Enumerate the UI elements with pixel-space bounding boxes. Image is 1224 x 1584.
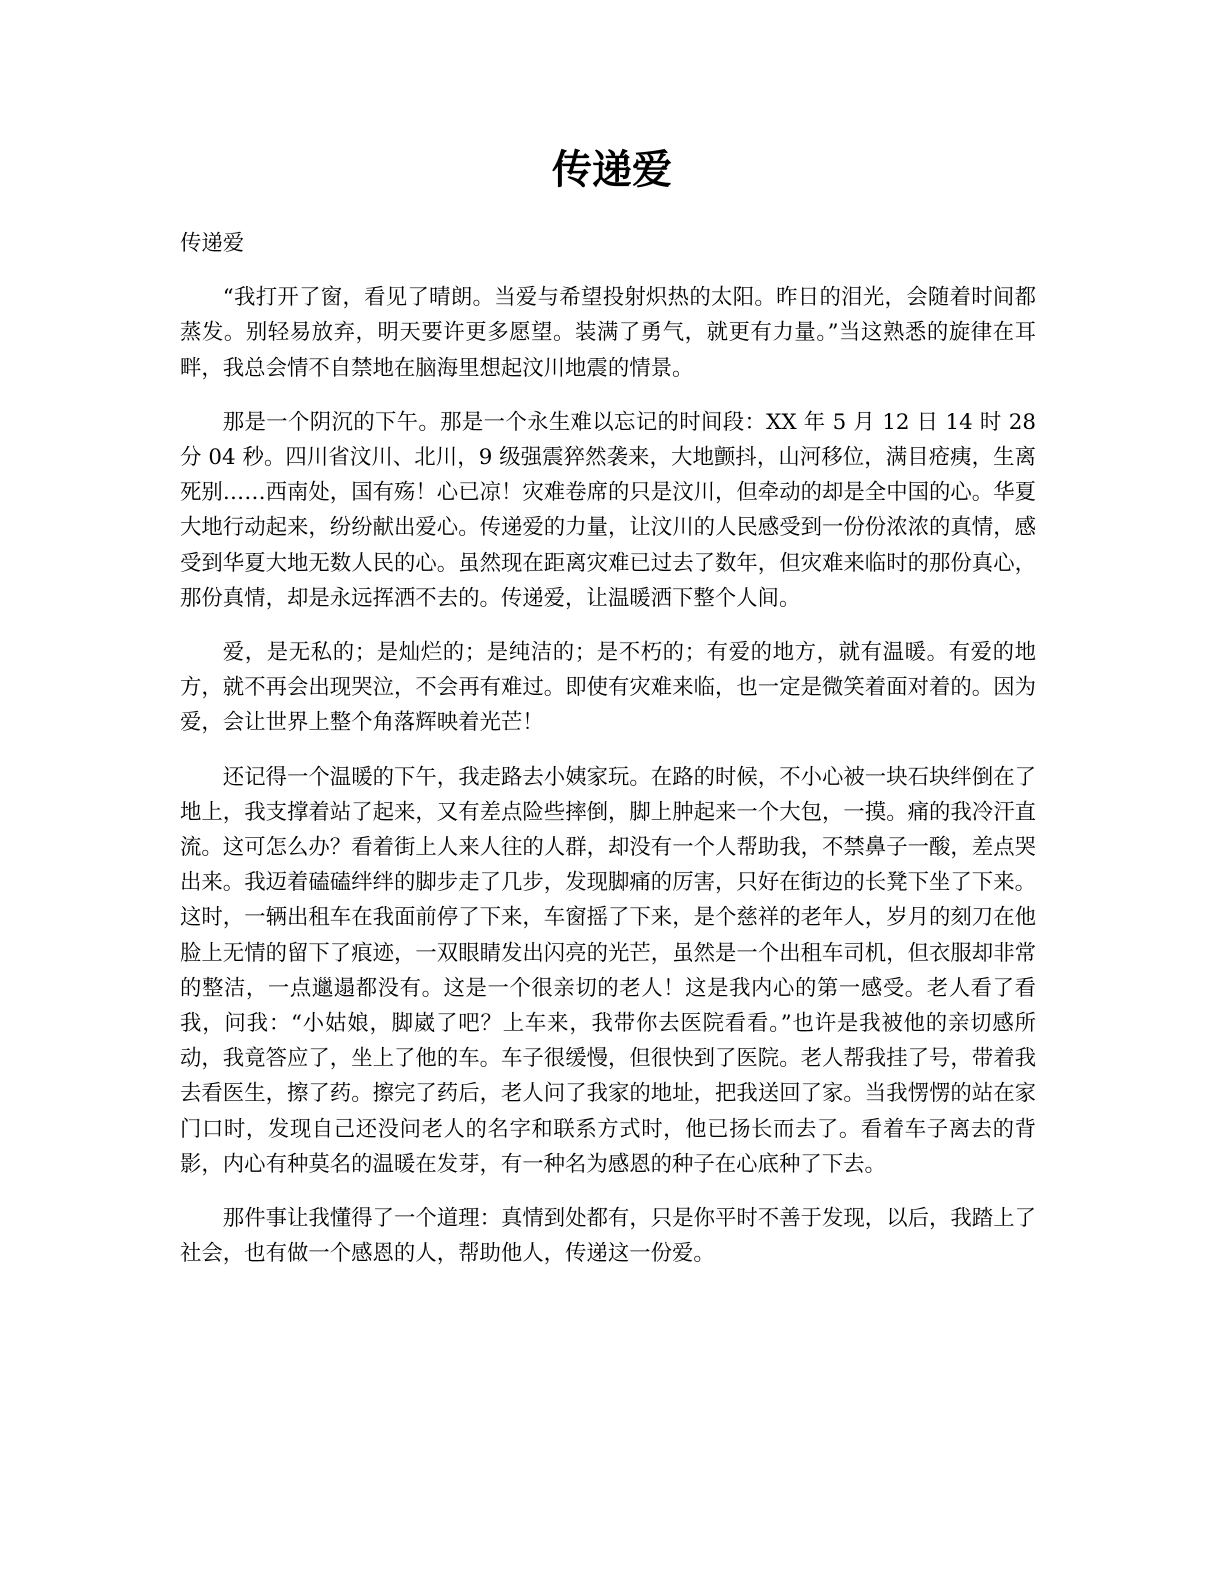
document-body bbox=[180, 226, 1036, 1290]
paragraph-3: 爱，是无私的；是灿烂的；是纯洁的；是不朽的；有爱的地方，就有温暖。有爱的地方，就不再会出现哭泣，不会再有难过。即使有灾难来临，也一定是微笑着面对着的。因为爱，会让世界上整个角落辉映着光芒！ bbox=[180, 640, 1036, 736]
paragraph-5: 那件事让我懂得了一个道理：真情到处都有，只是你平时不善于发现，以后，我踏上了社会，也有做一个感恩的人，帮助他人，传递这一份爱。 bbox=[180, 1206, 1036, 1267]
paragraph-4: 还记得一个温暖的下午，我走路去小姨家玩。在路的时候，不小心被一块石块绊倒在了地上，我支撑着站了起来，又有差点险些摔倒，脚上肿起来一个大包，一摸。痛的我冷汗直流。这可怎么办？看着街上人来人往的人群，却没有一个人帮助我，不禁鼻子一酸，差点哭出来。我迈着磕磕绊绊的脚步走了几步，发现脚痛的厉害，只好在街边的长凳下坐了下来。这时，一辆出租车在我面前停了下来，车窗摇了下来，是个慈祥的老年人，岁月的刻刀在他脸上无情的留下了痕迹，一双眼睛发出闪亮的光芒，虽然是一个出租车司机，但衣服却非常的整洁，一点邋遢都没有。这是一个很亲切的老人！这是我内心的第一感受。老人看了看我，问我：“小姑娘，脚崴了吧？上车来，我带你去医院看看。”也许是我被他的亲切感所动，我竟答应了，坐上了他的车。车子很缓慢，但很快到了医院。老人帮我挂了号，带着我去看医生，擦了药。擦完了药后，老人问了我家的地址，把我送回了家。当我愣愣的站在家门口时，发现自己还没问老人的名字和联系方式时，他已扬长而去了。看着车子离去的背影，内心有种莫名的温暖在发芽，有一种名为感恩的种子在心底种了下去。 bbox=[180, 764, 1036, 1177]
paragraph-2: 那是一个阴沉的下午。那是一个永生难以忘记的时间段：XX 年 5 月 12 日 14 时 28 分 04 秒。四川省汶川、北川，9 级强震猝然袭来，大地颤抖，山河移位，满目疮痍，生离死别……西南处，国有殇！心已凉！灾难卷席的只是汶川，但牵动的却是全中国的心。华夏大地行动起来，纷纷献出爱心。传递爱的力量，让汶川的人民感受到一份份浓浓的真情，感受到华夏大地无数人民的心。虽然现在距离灾难已过去了数年，但灾难来临时的那份真心，那份真情，却是永远挥洒不去的。传递爱，让温暖洒下整个人间。 bbox=[180, 409, 1036, 611]
document-title: 传递爱 bbox=[552, 146, 672, 193]
paragraph-1: “我打开了窗，看见了晴朗。当爱与希望投射炽热的太阳。昨日的泪光，会随着时间都蒸发。别轻易放弃，明天要许更多愿望。装满了勇气，就更有力量。”当这熟悉的旋律在耳畔，我总会情不自禁地在脑海里想起汶川地震的情景。 bbox=[180, 285, 1036, 381]
document-subtitle: 传递爱 bbox=[180, 231, 245, 256]
